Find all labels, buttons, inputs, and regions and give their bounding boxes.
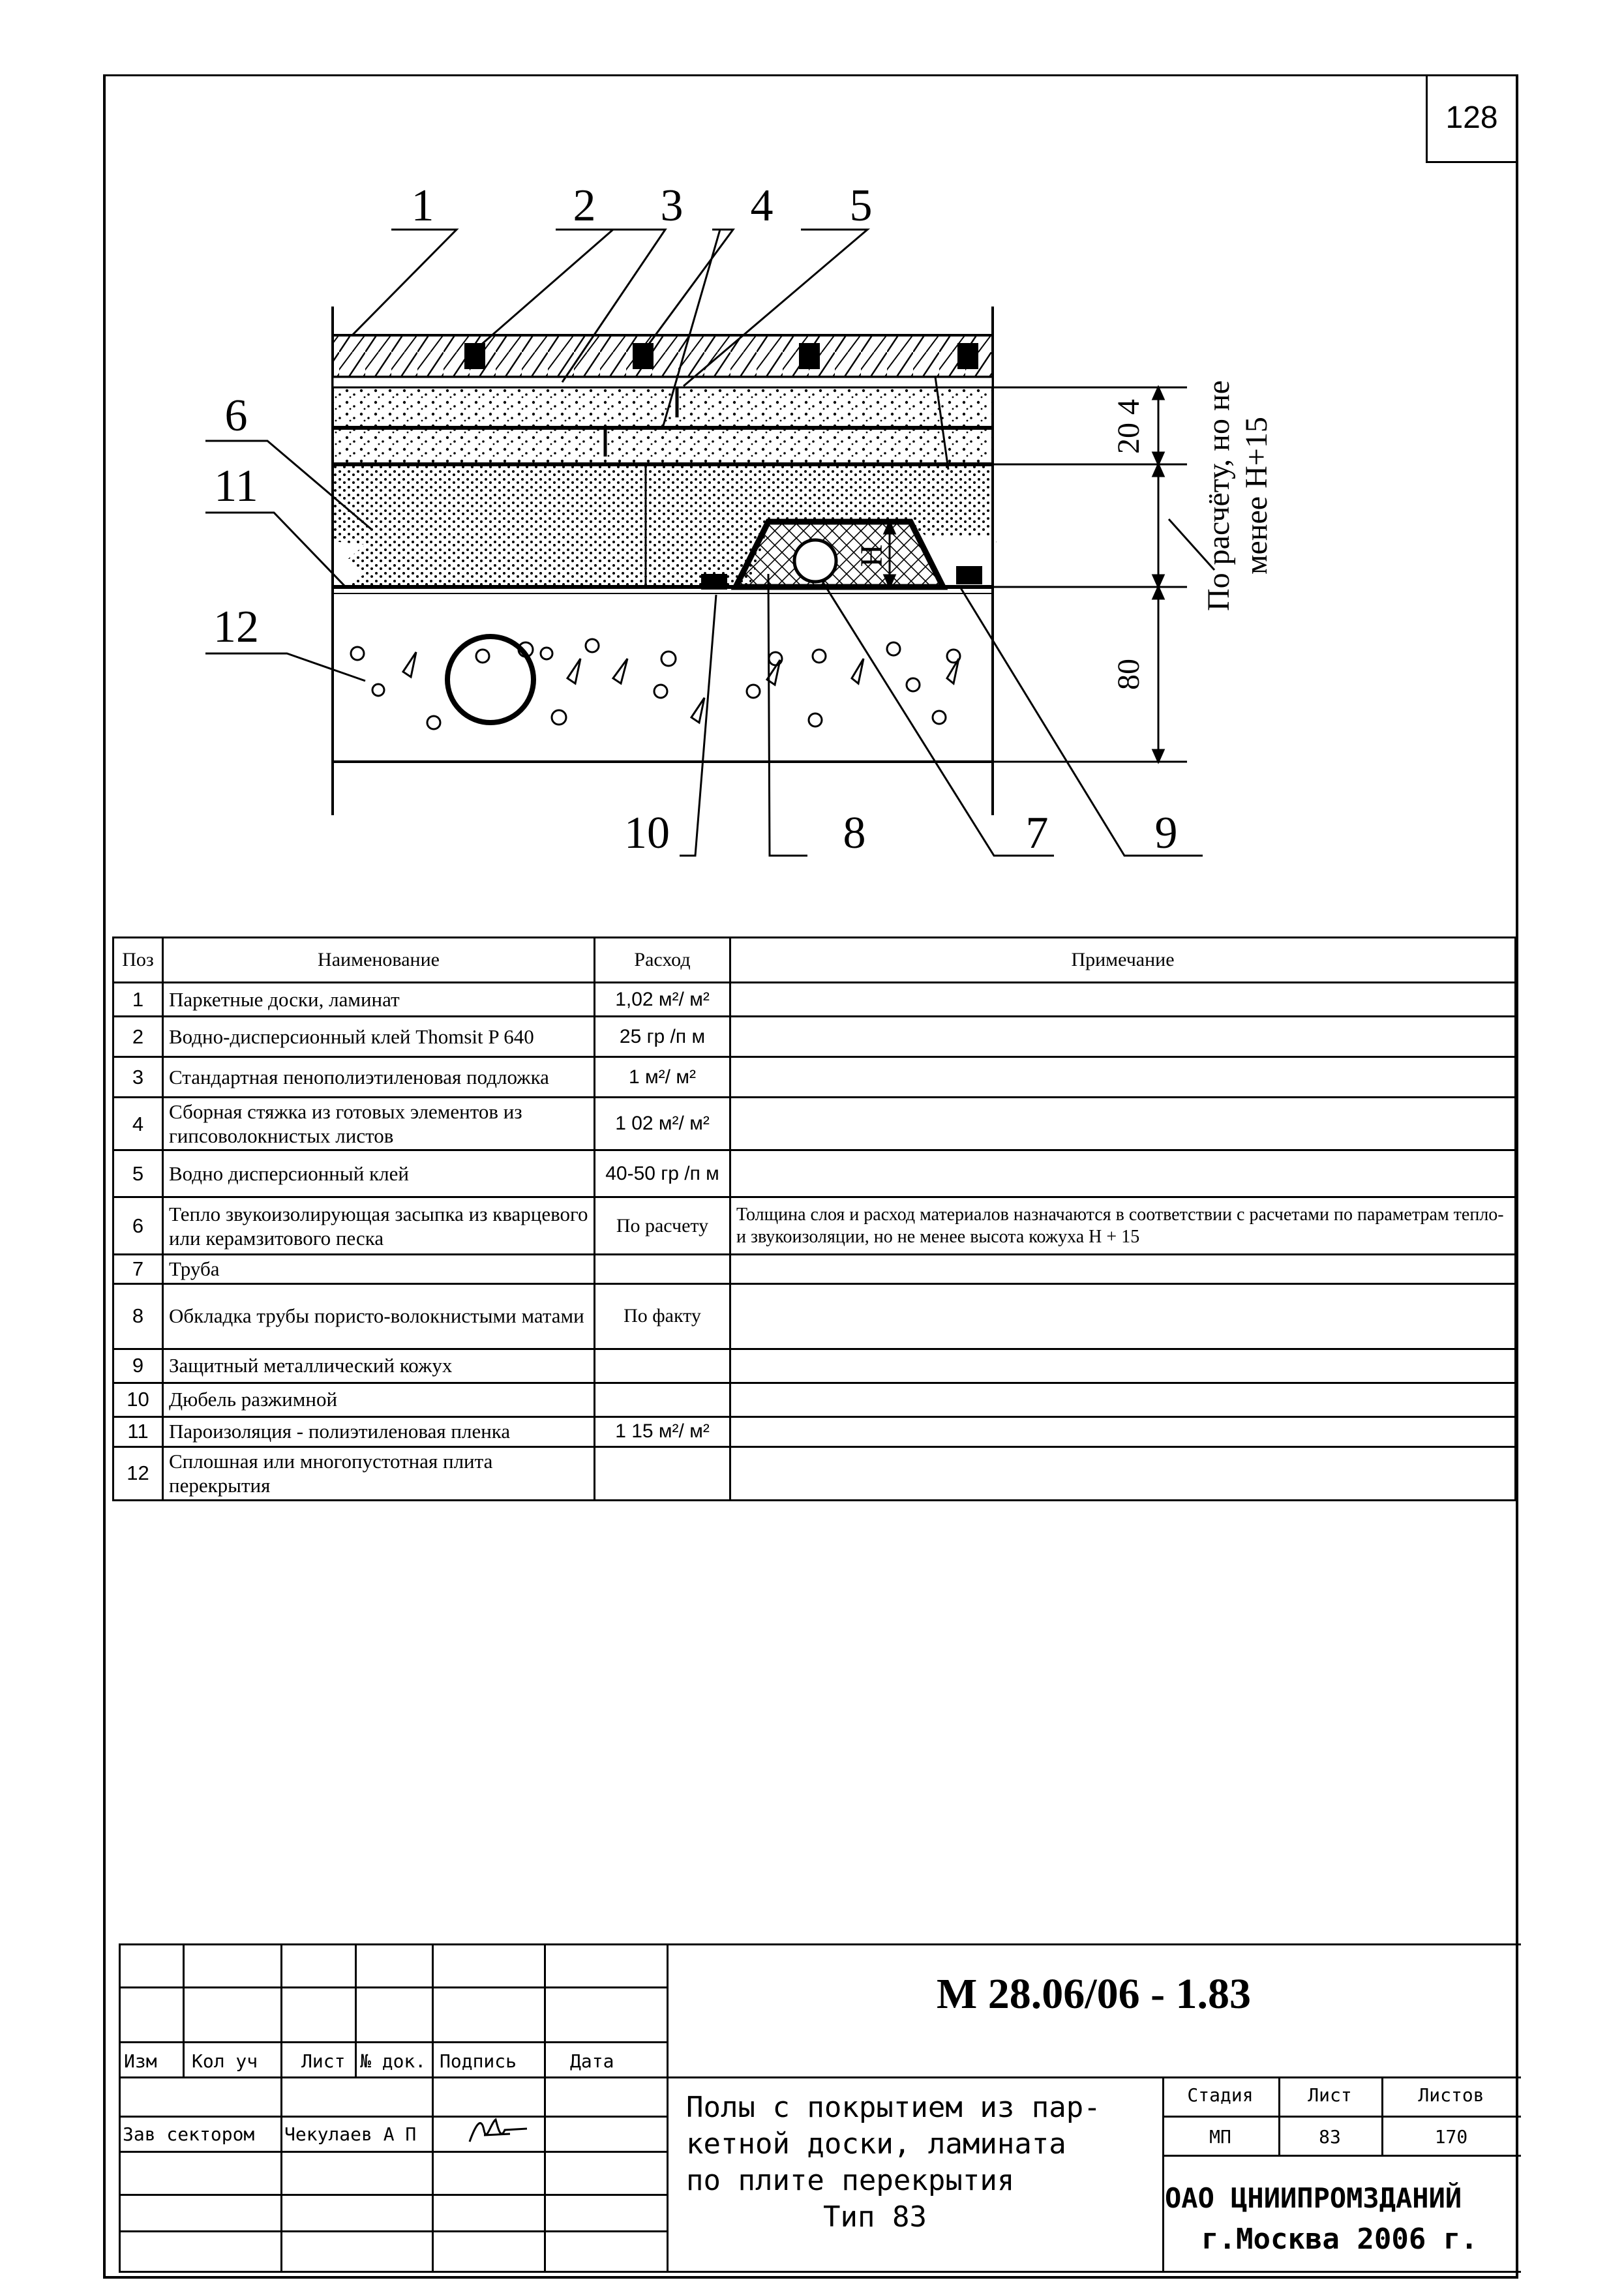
row-name: Защитный металлический кожух bbox=[163, 1349, 595, 1383]
sheets-label: Листов bbox=[1418, 2084, 1484, 2106]
row-note bbox=[730, 1283, 1516, 1349]
floor-section-drawing bbox=[0, 0, 1624, 926]
col-doc-no: № док. bbox=[360, 2050, 427, 2072]
row-name: Сплошная или многопустотная плита перекрытия bbox=[163, 1446, 595, 1500]
row-pos: 1 bbox=[113, 983, 163, 1017]
callout-9: 9 bbox=[1154, 808, 1178, 858]
sheet-label: Лист bbox=[1308, 2084, 1352, 2106]
row-pos: 6 bbox=[113, 1197, 163, 1255]
callout-6: 6 bbox=[224, 391, 248, 441]
callout-7: 7 bbox=[1025, 808, 1049, 858]
row-pos: 4 bbox=[113, 1098, 163, 1150]
table-row bbox=[113, 1197, 1516, 1255]
col-izm: Изм bbox=[124, 2050, 157, 2072]
stage-value: МП bbox=[1209, 2126, 1231, 2148]
signature bbox=[464, 2110, 536, 2150]
row-name: Стандартная пенополиэтиленовая подложка bbox=[163, 1057, 595, 1098]
col-kol-uch: Кол уч bbox=[192, 2050, 258, 2072]
row-name: Водно дисперсионный клей bbox=[163, 1150, 595, 1197]
callout-12: 12 bbox=[213, 602, 259, 652]
row-qty bbox=[595, 1255, 730, 1283]
callout-1: 1 bbox=[411, 181, 434, 231]
row-qty bbox=[595, 1446, 730, 1500]
sheet-value: 83 bbox=[1319, 2126, 1341, 2148]
row-pos: 8 bbox=[113, 1283, 163, 1349]
row-qty: 1,02 м²/ м² bbox=[595, 983, 730, 1017]
row-name: Обкладка трубы пористо-волокнистыми матами bbox=[163, 1283, 595, 1349]
row-name: Труба bbox=[163, 1255, 595, 1283]
table-row bbox=[113, 1383, 1516, 1416]
city-year: г.Москва 2006 г. bbox=[1201, 2223, 1478, 2256]
row-note bbox=[730, 983, 1516, 1017]
row-pos: 3 bbox=[113, 1057, 163, 1098]
row-note bbox=[730, 1057, 1516, 1098]
specification-table bbox=[112, 937, 1516, 1501]
row-name: Дюбель разжимной bbox=[163, 1383, 595, 1416]
document-code: М 28.06/06 - 1.83 bbox=[936, 1970, 1252, 2018]
side-note-line-2: менее Н+15 bbox=[1239, 417, 1274, 575]
row-qty bbox=[595, 1383, 730, 1416]
table-row bbox=[113, 1098, 1516, 1150]
row-pos: 12 bbox=[113, 1446, 163, 1500]
row-note bbox=[730, 1255, 1516, 1283]
row-note bbox=[730, 1416, 1516, 1446]
row-qty: По расчету bbox=[595, 1197, 730, 1255]
stage-label: Стадия bbox=[1187, 2084, 1254, 2106]
header-qty: Расход bbox=[595, 938, 730, 983]
table-header-row bbox=[113, 938, 1516, 983]
row-qty: По факту bbox=[595, 1283, 730, 1349]
table-row bbox=[113, 1283, 1516, 1349]
organization-name: ОАО ЦНИИПРОМЗДАНИЙ bbox=[1165, 2182, 1462, 2214]
row-name: Тепло звукоизолирующая засыпка из кварцевого или керамзитового песка bbox=[163, 1197, 595, 1255]
callout-2: 2 bbox=[573, 181, 596, 231]
row-pos: 5 bbox=[113, 1150, 163, 1197]
row-note bbox=[730, 1446, 1516, 1500]
callout-11: 11 bbox=[214, 461, 258, 511]
sheet-number: 128 bbox=[1426, 74, 1516, 163]
col-podpis: Подпись bbox=[440, 2050, 517, 2072]
row-note: Толщина слоя и расход материалов назначаются в соответствии с расчетами по параметрам тепло- и звукоизоляции, но не менее высота кожуха Н + 15 bbox=[730, 1197, 1516, 1255]
sheets-value: 170 bbox=[1434, 2126, 1468, 2148]
title-line-2: кетной доски, ламината bbox=[686, 2127, 1066, 2161]
table-row bbox=[113, 1057, 1516, 1098]
row-qty bbox=[595, 1349, 730, 1383]
callout-3: 3 bbox=[660, 181, 684, 231]
row-qty: 40-50 гр /п м bbox=[595, 1150, 730, 1197]
person-name: Чекулаев А П bbox=[284, 2123, 417, 2145]
row-name: Паркетные доски, ламинат bbox=[163, 983, 595, 1017]
header-note: Примечание bbox=[730, 938, 1516, 983]
side-note-line-1: По расчёту, но не bbox=[1201, 380, 1236, 611]
slab-aggregate bbox=[351, 639, 960, 729]
callout-4: 4 bbox=[750, 181, 774, 231]
dimension-h: H bbox=[854, 544, 889, 567]
dimension-80: 80 bbox=[1111, 659, 1146, 690]
callout-5: 5 bbox=[849, 181, 873, 231]
row-qty: 1 15 м²/ м² bbox=[595, 1416, 730, 1446]
row-qty: 1 м²/ м² bbox=[595, 1057, 730, 1098]
table-row bbox=[113, 1150, 1516, 1197]
title-line-3: по плите перекрытия bbox=[686, 2164, 1015, 2197]
col-list: Лист bbox=[301, 2050, 346, 2072]
row-name: Водно-дисперсионный клей Thomsit P 640 bbox=[163, 1017, 595, 1057]
row-note bbox=[730, 1098, 1516, 1150]
title-block bbox=[119, 1943, 1521, 2273]
header-pos: Поз bbox=[113, 938, 163, 983]
row-qty: 1 02 м²/ м² bbox=[595, 1098, 730, 1150]
row-pos: 2 bbox=[113, 1017, 163, 1057]
table-row bbox=[113, 1349, 1516, 1383]
row-note bbox=[730, 1383, 1516, 1416]
callout-8: 8 bbox=[843, 808, 866, 858]
row-pos: 9 bbox=[113, 1349, 163, 1383]
header-name: Наименование bbox=[163, 938, 595, 983]
row-pos: 7 bbox=[113, 1255, 163, 1283]
dimension-20-4: 20 4 bbox=[1111, 399, 1146, 454]
row-pos: 11 bbox=[113, 1416, 163, 1446]
row-name: Пароизоляция - полиэтиленовая пленка bbox=[163, 1416, 595, 1446]
role-label: Зав сектором bbox=[123, 2123, 255, 2145]
row-note bbox=[730, 1349, 1516, 1383]
table-row bbox=[113, 1017, 1516, 1057]
table-row bbox=[113, 1416, 1516, 1446]
table-row bbox=[113, 1446, 1516, 1500]
col-data: Дата bbox=[570, 2050, 614, 2072]
row-note bbox=[730, 1150, 1516, 1197]
title-line-1: Полы с покрытием из пар- bbox=[686, 2091, 1101, 2124]
row-pos: 10 bbox=[113, 1383, 163, 1416]
row-qty: 25 гр /п м bbox=[595, 1017, 730, 1057]
title-line-4: Тип 83 bbox=[823, 2200, 927, 2234]
row-note bbox=[730, 1017, 1516, 1057]
table-row bbox=[113, 983, 1516, 1017]
callout-10: 10 bbox=[624, 808, 670, 858]
table-row bbox=[113, 1255, 1516, 1283]
row-name: Сборная стяжка из готовых элементов из гипсоволокнистых листов bbox=[163, 1098, 595, 1150]
